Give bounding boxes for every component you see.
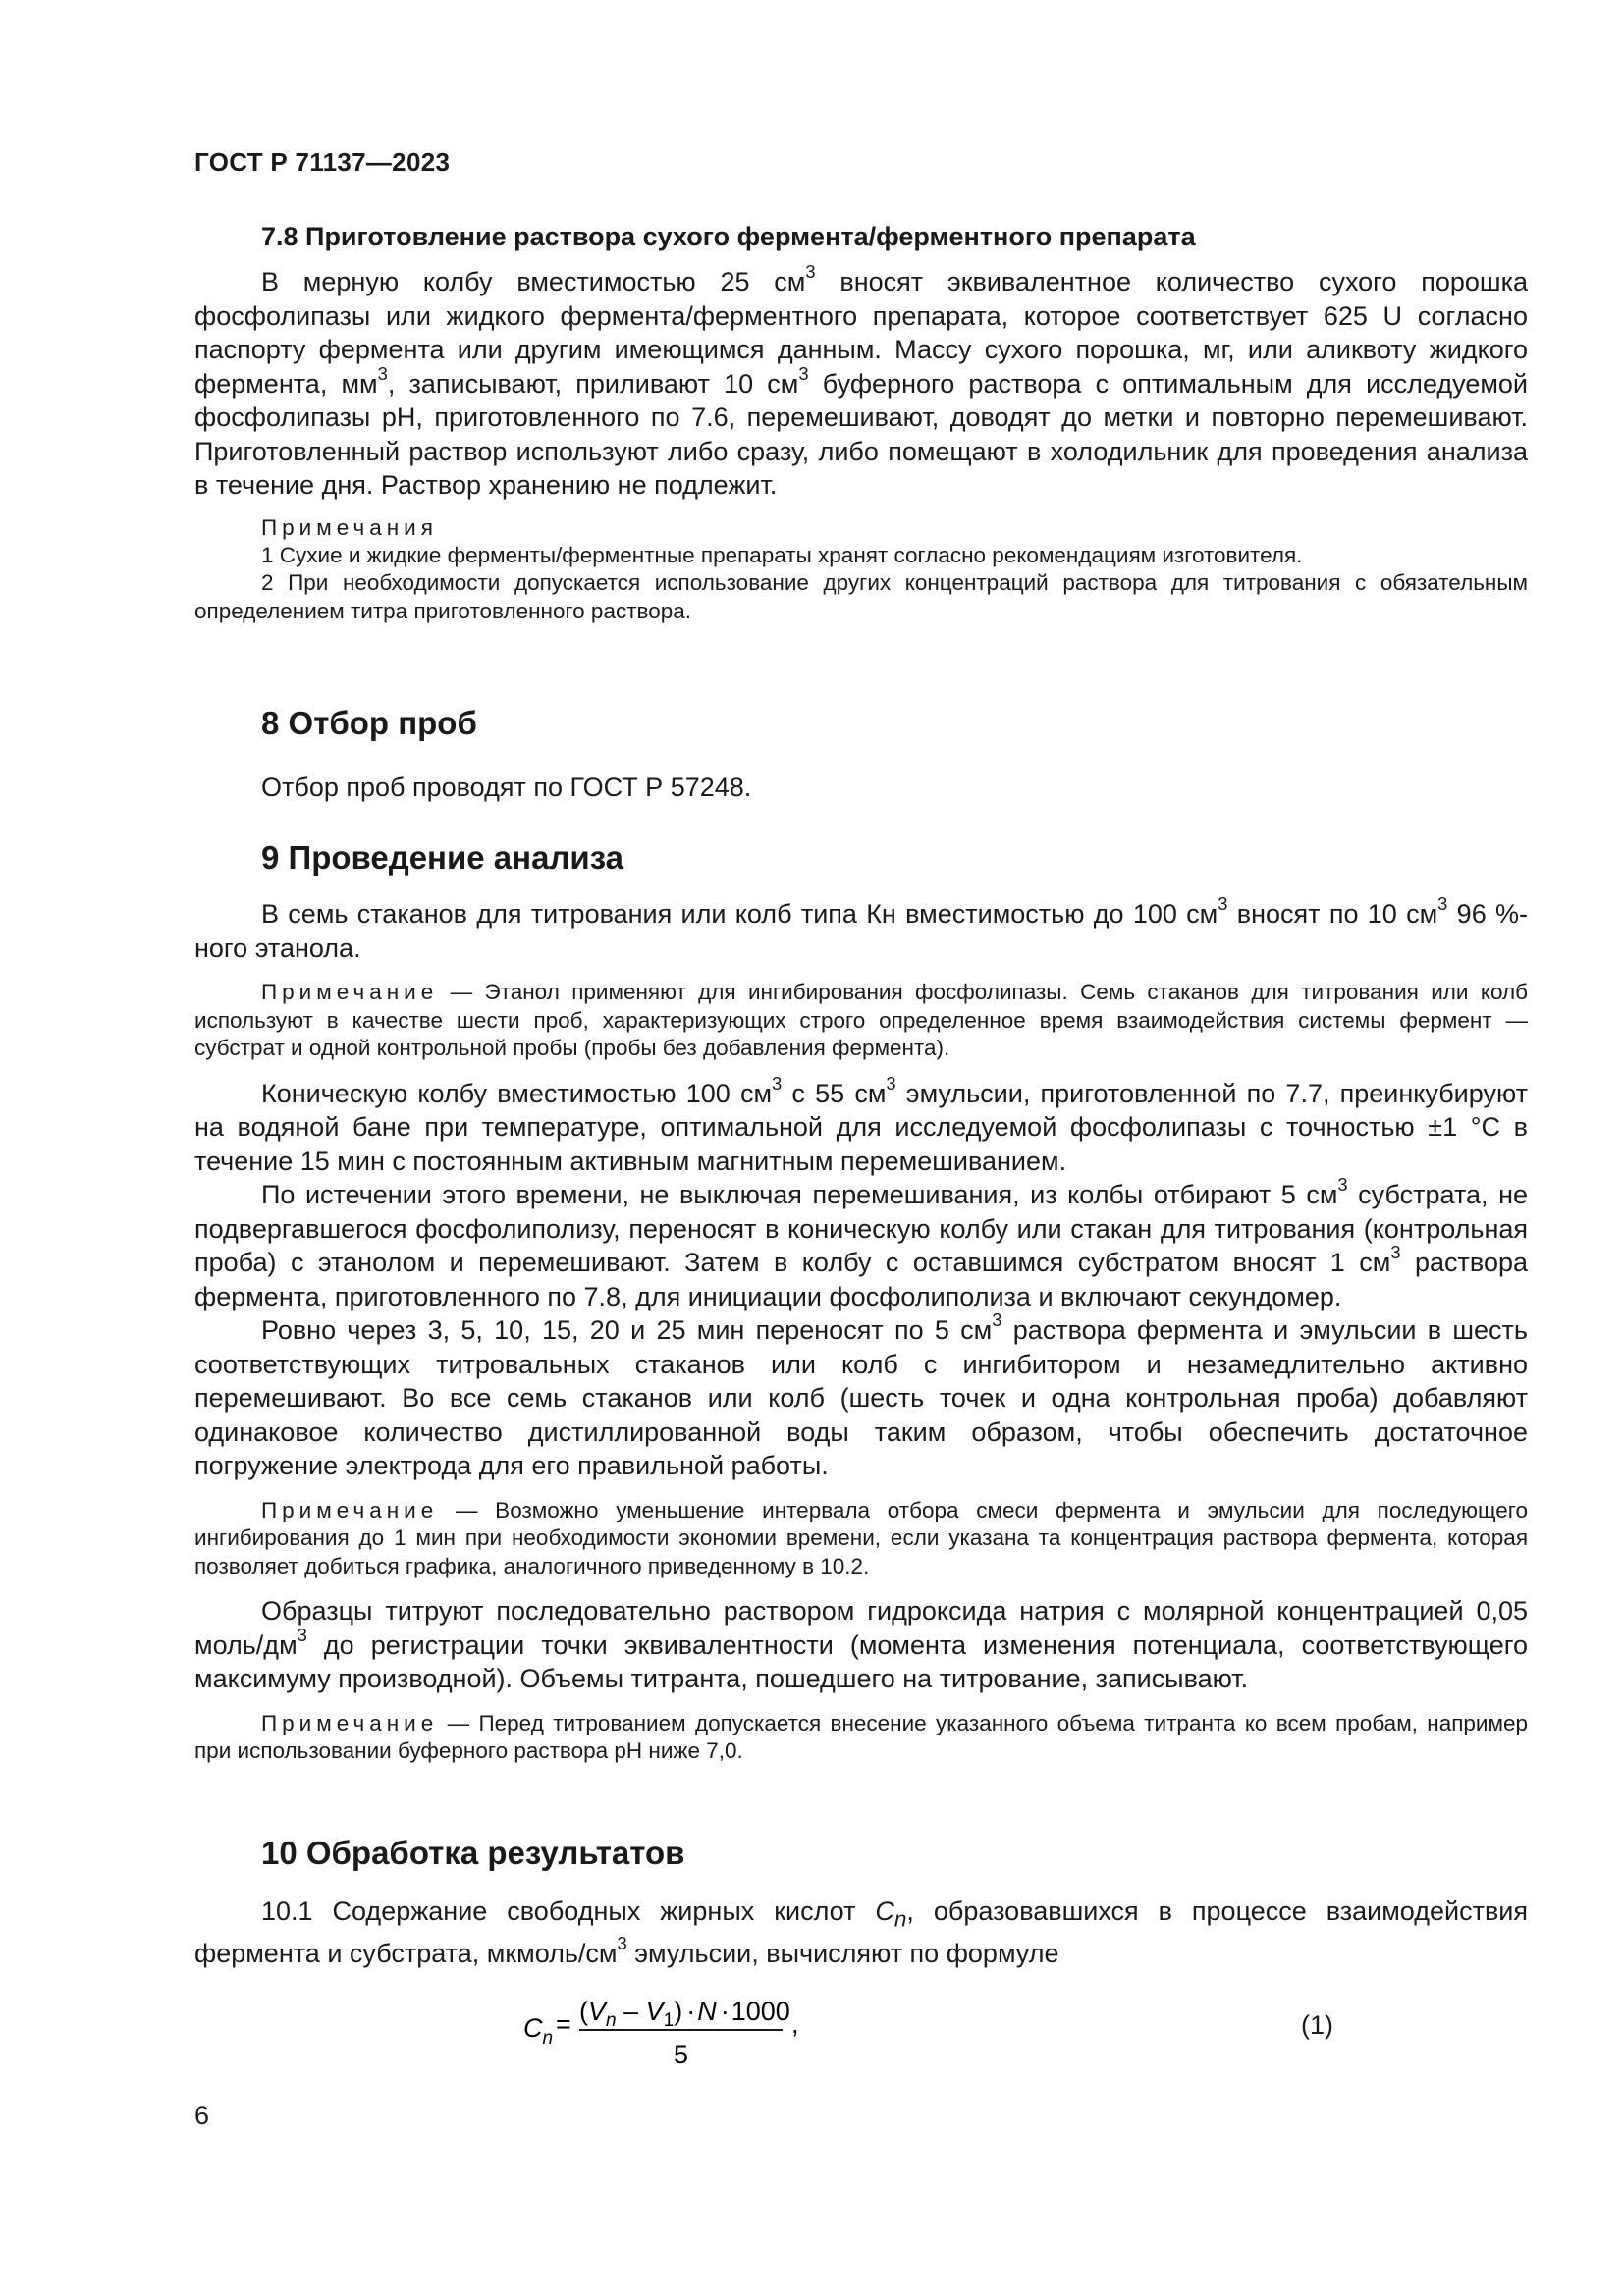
section-9-note-1: Примечание — Этанол применяют для ингибирования фосфолипазы. Семь стаканов для титрования или колб используют в качестве шести проб, характеризующих строго определенное время взаимодействия системы фермент — субстрат и одной контрольной пробы (пробы без добавления фермента). [194,980,1528,1060]
section-9 [194,836,1528,1766]
section-9-paragraph-1: В семь стаканов для титрования или колб типа Кн вместимостью до 100 $см^3$ вносят по 10 $см^3$ 96 %-ного этанола. [194,893,1528,963]
section-9-paragraph-2: Коническую колбу вместимостью 100 $см^3$ с 55 $см^3$ эмульсии, приготовленной по 7.7, преинкубируют на водяной бане при температуре, оптимальной для исследуемой фосфолипазы с точностью ±1 °С в течение 15 мин с постоянным активным магнитным перемешиванием. [194,1072,1528,1176]
note-2: 2 При необходимости допускается использование других концентраций раствора для титрования с обязательным определением титра приготовленного раствора. [194,570,1528,623]
section-8-paragraph: Отбор проб проводят по ГОСТ Р 57248. [261,773,752,802]
note-1: 1 Сухие и жидкие ферменты/ферментные препараты хранят согласно рекомендациям изготовителя. [261,542,1303,567]
section-7-8-heading: 7.8 Приготовление раствора сухого фермента/ферментного препарата [261,222,1196,251]
section-9-note-2: Примечание — Возможно уменьшение интервала отбора смеси фермента и эмульсии для последующего ингибирования до 1 мин при необходимости экономии времени, если указана та концентрация раствора фермента, которая позволяет добиться графика, аналогичного приведенному в 10.2. [194,1497,1528,1578]
section-9-paragraph-5: Образцы титруют последовательно раствором гидроксида натрия с молярной концентрацией 0,05 моль/$дм^3$ до регистрации точки эквивалентности (момента изменения потенциала, соответствующего максимуму производной). Объемы титранта, пошедшего на титрование, записывают. [194,1596,1528,1693]
section-10 [194,1832,1528,1970]
page-number: 6 [194,2101,210,2130]
formula-1 [0,1985,1333,2073]
section-9-paragraph-3: По истечении этого времени, не выключая перемешивания, из колбы отбирают 5 $см^3$ субстрата, не подвергавшегося фосфолиполизу, переносят в коническую колбу или стакан для титрования (контрольная проба) с этанолом и перемешивают. Затем в колбу с оставшимся субстратом вносят 1 $см^3$ раствора фермента, приготовленного по 7.8, для инициации фосфолиполиза и включают секундомер. [194,1174,1528,1311]
section-10-heading: 10 Обработка результатов [261,1835,685,1871]
section-8-heading: 8 Отбор проб [261,705,477,741]
equation-number: (1) [1301,2010,1333,2040]
section-7-8 [194,218,1528,625]
section-7-8-paragraph: В мерную колбу вместимостью 25 $см^3$ вносят эквивалентное количество сухого порошка фосфолипазы или жидкого фермента/ферментного препарата, которое соответствует 625 U согласно паспорту фермента или другим имеющимся данным. Массу сухого порошка, мг, или аликвоту жидкого фермента, $мм^3$, записывают, приливают 10 $см^3$ буферного раствора с оптимальным для исследуемой фосфолипазы pH, приготовленного по 7.6, перемешивают, доводят до метки и повторно перемешивают. Приготовленный раствор используют либо сразу, либо помещают в холодильник для проведения анализа в течение дня. Раствор хранению не подлежит. [194,261,1528,500]
formula-equals: = [556,2009,571,2039]
formula-lhs: $C_n$ [523,2013,554,2049]
formula-denominator: 5 [674,2040,689,2069]
section-10-paragraph-1: 10.1 Содержание свободных жирных кислот $C_n$, образовавшихся в процессе взаимодействия фермента и субстрата, мкмоль/$см^3$ эмульсии, вычисляют по формуле [194,1896,1528,1968]
section-8 [194,702,1528,805]
section-9-paragraph-4: Ровно через 3, 5, 10, 15, 20 и 25 мин переносят по 5 $см^3$ раствора фермента и эмульсии в шесть соответствующих титровальных стаканов или колб с ингибитором и незамедлительно активно перемешивают. Во все семь стаканов или колб (шесть точек и одна контрольная проба) добавляют одинаковое количество дистиллированной воды таким образом, чтобы обеспечить достаточное погружение электрода для его правильной работы. [194,1309,1528,1480]
section-9-note-3: Примечание — Перед титрованием допускается внесение указанного объема титранта ко всем пробам, например при использовании буферного раствора pH ниже 7,0. [194,1710,1528,1763]
document-code: ГОСТ Р 71137—2023 [194,147,451,177]
formula-comma: , [791,2009,799,2039]
notes-title: Примечания [261,514,438,540]
formula-svg [0,1985,1333,2073]
section-9-heading: 9 Проведение анализа [261,839,624,876]
formula-numerator: $(V_n - V_1) \cdot N \cdot 1000$ [579,1997,790,2031]
